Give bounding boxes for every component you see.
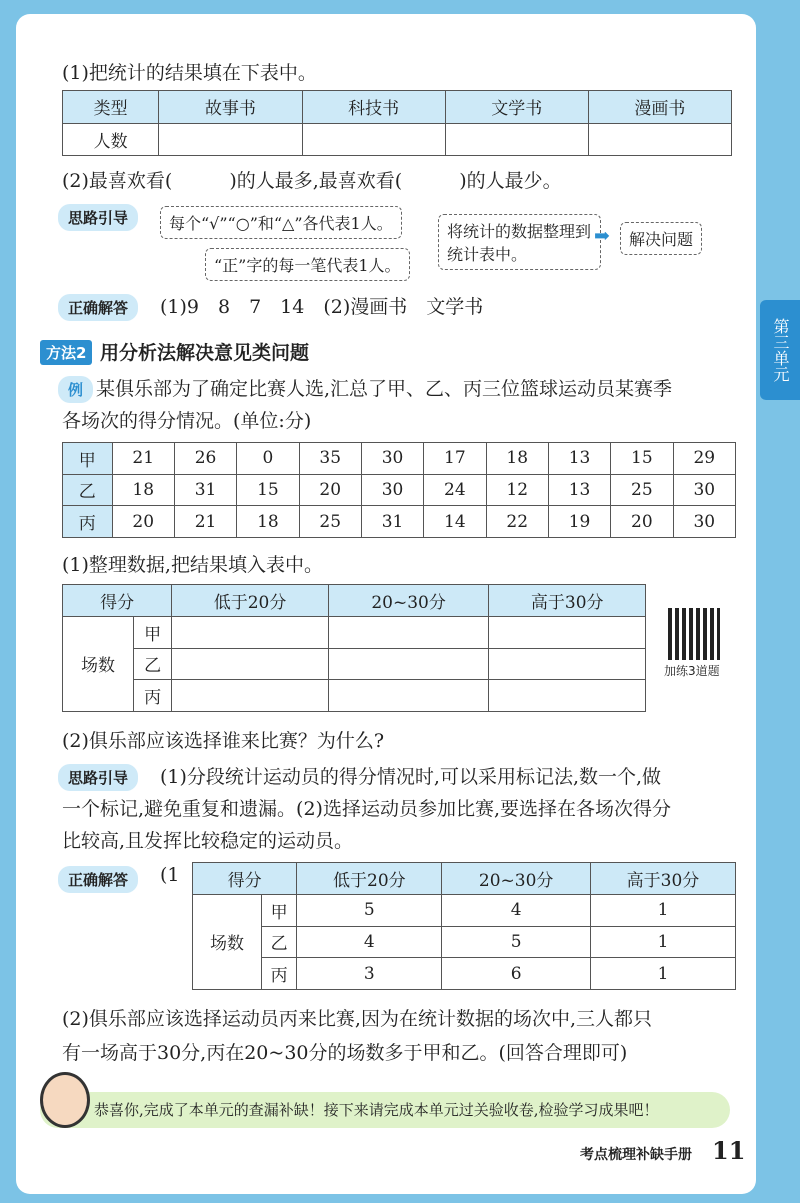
question-1: (1)整理数据,把结果填入表中。 <box>62 554 323 576</box>
row-label: 人数 <box>63 123 159 156</box>
unit-tab: 第三单元 <box>760 300 800 400</box>
score-cell: 30 <box>673 506 735 538</box>
header-cell: 故事书 <box>159 91 302 124</box>
example-line-2: 各场次的得分情况。(单位:分) <box>62 410 312 432</box>
score-cell: 25 <box>611 474 673 506</box>
answer-cell: 甲 <box>261 894 296 926</box>
hint-tag: 思路引导 <box>58 204 138 231</box>
scores-table <box>62 442 736 538</box>
answer-tag-2: 正确解答 <box>58 866 138 893</box>
score-cell: 0 <box>237 443 299 475</box>
score-cell: 18 <box>112 474 174 506</box>
header-cell: 漫画书 <box>588 91 731 124</box>
answer-cell: 3 <box>297 958 442 990</box>
score-cell: 甲 <box>63 443 113 475</box>
score-cell: 35 <box>299 443 361 475</box>
qr-code-icon[interactable] <box>668 608 720 660</box>
hint-box-b: “正”字的每一笔代表1人。 <box>205 248 410 281</box>
answer-cell: 5 <box>297 894 442 926</box>
score-cell: 20 <box>299 474 361 506</box>
answer-cell: 乙 <box>261 926 296 958</box>
score-cell: 17 <box>424 443 486 475</box>
header-cell: 类型 <box>63 91 159 124</box>
score-cell: 24 <box>424 474 486 506</box>
score-cell: 19 <box>548 506 610 538</box>
score-cell: 20 <box>611 506 673 538</box>
answer-cell: 1 <box>591 926 736 958</box>
score-cell: 31 <box>174 474 236 506</box>
row-head: 场数 <box>193 894 262 989</box>
answer-cell: 4 <box>442 894 591 926</box>
score-cell: 26 <box>174 443 236 475</box>
books-table <box>62 90 732 156</box>
hint2-line-1: (1)分段统计运动员的得分情况时,可以采用标记法,数一个,做 <box>160 766 662 788</box>
score-cell: 18 <box>237 506 299 538</box>
hint2-line-2: 一个标记,避免重复和遗漏。(2)选择运动员参加比赛,要选择在各场次得分 <box>62 798 671 820</box>
question-2: (2)俱乐部应该选择谁来比赛？为什么? <box>62 730 385 752</box>
score-cell: 30 <box>361 443 423 475</box>
q1-text: (1)把统计的结果填在下表中。 <box>62 62 317 84</box>
answer-table: 得分 低于20分 20~30分 高于30分 场数 甲 5 4 1 乙 4 5 1 丙 3 6 1 <box>192 862 736 990</box>
hint-tag-2: 思路引导 <box>58 764 138 791</box>
tally-table: 得分 低于20分 20~30分 高于30分 场数 甲 乙 丙 <box>62 584 646 712</box>
page-number: 11 <box>712 1136 746 1165</box>
answer-cell: 1 <box>591 894 736 926</box>
score-cell: 12 <box>486 474 548 506</box>
hint-box-c: 将统计的数据整理到统计表中。 <box>438 214 601 270</box>
hint-box-a: 每个“√”“○”和“△”各代表1人。 <box>160 206 402 239</box>
example-line-1: 某俱乐部为了确定比赛人选,汇总了甲、乙、丙三位篮球运动员某赛季 <box>96 378 673 400</box>
score-cell: 22 <box>486 506 548 538</box>
header-cell: 文学书 <box>445 91 588 124</box>
method-title: 用分析法解决意见类问题 <box>100 342 310 364</box>
answer-2-line-2: 有一场高于30分,丙在20~30分的场数多于甲和乙。(回答合理即可) <box>62 1042 628 1064</box>
qr-label: 加练3道题 <box>664 664 720 678</box>
footer-title: 考点梳理补缺手册 <box>580 1147 692 1163</box>
score-cell: 29 <box>673 443 735 475</box>
hint2-line-3: 比较高,且发挥比较稳定的运动员。 <box>62 830 354 852</box>
score-cell: 31 <box>361 506 423 538</box>
answer-2-line-1: (2)俱乐部应该选择运动员丙来比赛,因为在统计数据的场次中,三人都只 <box>62 1008 652 1030</box>
score-cell: 丙 <box>63 506 113 538</box>
score-cell: 25 <box>299 506 361 538</box>
girl-avatar <box>40 1072 90 1128</box>
score-cell: 21 <box>112 443 174 475</box>
answer-cell: 1 <box>591 958 736 990</box>
arrow-icon: ➡ <box>594 225 610 247</box>
answer-cell: 4 <box>297 926 442 958</box>
example-tag: 例 <box>58 376 93 403</box>
congrats-banner: 恭喜你,完成了本单元的查漏补缺！接下来请完成本单元过关验收卷,检验学习成果吧！ <box>40 1092 730 1128</box>
score-cell: 20 <box>112 506 174 538</box>
score-cell: 30 <box>673 474 735 506</box>
q2-text: (2)最喜欢看( )的人最多,最喜欢看( )的人最少。 <box>62 170 562 192</box>
score-cell: 18 <box>486 443 548 475</box>
header-cell: 科技书 <box>302 91 445 124</box>
score-cell: 13 <box>548 443 610 475</box>
method-tag: 方法2 <box>40 340 92 365</box>
answer-tag: 正确解答 <box>58 294 138 321</box>
score-cell: 30 <box>361 474 423 506</box>
score-cell: 15 <box>611 443 673 475</box>
answer-2-prefix: (1 <box>160 864 180 886</box>
answer-cell: 丙 <box>261 958 296 990</box>
answer-cell: 5 <box>442 926 591 958</box>
answer-1: (1)9 8 7 14 (2)漫画书 文学书 <box>160 296 484 318</box>
score-cell: 乙 <box>63 474 113 506</box>
score-cell: 13 <box>548 474 610 506</box>
hint-box-d: 解决问题 <box>620 222 702 255</box>
answer-cell: 6 <box>442 958 591 990</box>
score-cell: 21 <box>174 506 236 538</box>
score-cell: 15 <box>237 474 299 506</box>
score-cell: 14 <box>424 506 486 538</box>
